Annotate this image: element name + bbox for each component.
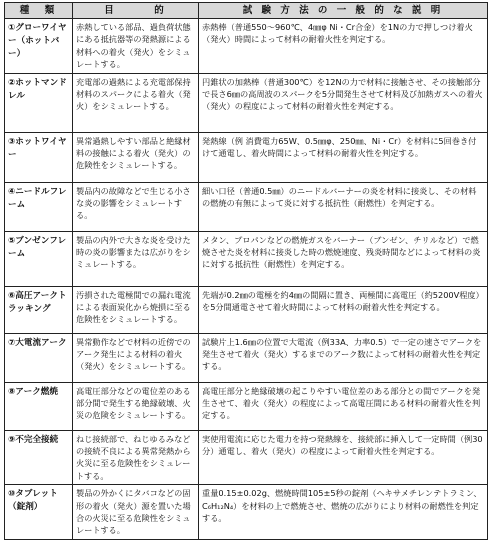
table-row xyxy=(5,132,488,182)
table-row xyxy=(5,333,488,382)
test-type-cell: ②ホットマンドレル xyxy=(5,73,73,132)
table-row xyxy=(5,73,488,132)
method-cell: メタン、プロパンなどの燃焼ガスをバーナー（ブンゼン、チリルなど）で燃焼させた炎を材料に接炎した時の燃焼速度、残炎時間などによって材料の炎に対する抵抗性（耐燃性）を判定する。 xyxy=(199,231,488,286)
table-row xyxy=(5,485,488,540)
document-page xyxy=(4,2,487,535)
test-type-cell: ③ホットワイヤー xyxy=(5,132,73,182)
purpose-cell: 製品の内外で大きな炎を受けた時の炎の影響または広がりをシミュレートする。 xyxy=(73,231,199,286)
test-type-cell: ⑦大電流アーク xyxy=(5,333,73,382)
method-cell: 円錐状の加熱棒（普通300℃）を12Nの力で材料に接触させ、その接触部分で長さ6㎜の高周波のスパークを5分間発生させて材料及び加熱ガスへの着火（発火）の程度によって材料の耐着火性を判定する。 xyxy=(199,73,488,132)
table-row xyxy=(5,19,488,74)
method-cell: 高電圧部分と絶縁破壊の起こりやすい電位差のある部分との間でアークを発生させて、着火（発火）の程度によって高電圧間にある材料の耐着火性を判定する。 xyxy=(199,382,488,430)
table-header-row xyxy=(5,3,488,19)
table-row xyxy=(5,286,488,333)
fire-test-methods-table xyxy=(4,2,488,540)
purpose-cell: 充電部の過熱による充電部保持材料のスパークによる着火（発火）をシミュレートする。 xyxy=(73,73,199,132)
method-cell: 細い口径（普通0.5㎜）のニードルバーナーの炎を材料に接炎し、その材料の燃焼の有無によって炎に対する抵抗性（耐燃性）を判定する。 xyxy=(199,182,488,231)
purpose-cell: 汚損された電極間での漏れ電流による表面炭化から焼損に至る危険性をシミュレートする。 xyxy=(73,286,199,333)
method-cell: 実使用電流に応じた電力を持つ発熱線を、接続部に挿入して一定時間（例30分）通電し、着火（発火）の程度によって耐着火性を判定する。 xyxy=(199,430,488,485)
header-purpose: 目 的 xyxy=(73,3,199,19)
purpose-cell: 赤熱している部品、過負荷状態にある抵抗器等の発熱源による材料への着火（発火）をシミュレートする。 xyxy=(73,19,199,74)
test-type-cell: ⑨不完全接続 xyxy=(5,430,73,485)
purpose-cell: 製品の外かくにタバコなどの固形の着火（発火）源を置いた場合の火災に至る危険性をシミュレートする。 xyxy=(73,485,199,540)
test-type-cell: ⑥高圧アークトラッキング xyxy=(5,286,73,333)
test-type-cell: ⑧アーク燃焼 xyxy=(5,382,73,430)
test-type-cell: ④ニードルフレーム xyxy=(5,182,73,231)
purpose-cell: ねじ接続部で、ねじゆるみなどの接続不良による異常発熱から火災に至る危険性をシミュレートする。 xyxy=(73,430,199,485)
purpose-cell: 異常動作などで材料の近傍でのアーク発生による材料の着火（発火）をシミュレートする。 xyxy=(73,333,199,382)
method-cell: 先端が0.2㎜の電極を約4㎜の間隔に置き、両極間に高電圧（約5200V程度）を5分間通電させて着火時間によって材料の耐着火性を判定する。 xyxy=(199,286,488,333)
method-cell: 赤熱棒（普通550～960℃、4㎜φ Ni・Cr合金）を1Nの力で押しつけ着火（発火）時間によって材料の耐着火性を判定する。 xyxy=(199,19,488,74)
table-row xyxy=(5,182,488,231)
table-row xyxy=(5,231,488,286)
purpose-cell: 高電圧部分などの電位差のある部分間で発生する絶縁破壊、火災の危険をシミュレートする。 xyxy=(73,382,199,430)
test-type-cell: ①グローワイヤー（ホットバー） xyxy=(5,19,73,74)
method-cell: 重量0.15±0.02g、燃焼時間105±5秒の錠剤（ヘキサメチレンテトラミン、C₆H₁₂N₄）を材料の上で燃焼させ、燃焼の広がりにより材料の耐燃性を判定する。 xyxy=(199,485,488,540)
header-type: 種 類 xyxy=(5,3,73,19)
test-type-cell: ⑤ブンゼンフレーム xyxy=(5,231,73,286)
test-type-cell: ⑩タブレット（錠剤） xyxy=(5,485,73,540)
table-row xyxy=(5,430,488,485)
method-cell: 発熱線（例 消費電力65W、0.5㎜φ、250㎜、Ni・Cr）を材料に5回巻き付けて通電し、着火時間によって材料の耐着火性を判定する。 xyxy=(199,132,488,182)
header-method: 試 験 方 法 の 一 般 的 な 説 明 xyxy=(199,3,488,19)
method-cell: 試験片上1.6㎜の位置で大電流（例33A、力率0.5）で一定の速さでアークを発生させて着火（発火）するまでのアーク数によって材料の耐着火性を判定する。 xyxy=(199,333,488,382)
table-row xyxy=(5,382,488,430)
purpose-cell: 製品内の故障などで生じる小さな炎の影響をシミュレートする。 xyxy=(73,182,199,231)
purpose-cell: 異常過熱しやすい部品と絶縁材料の接触による着火（発火）の危険性をシミュレートする。 xyxy=(73,132,199,182)
